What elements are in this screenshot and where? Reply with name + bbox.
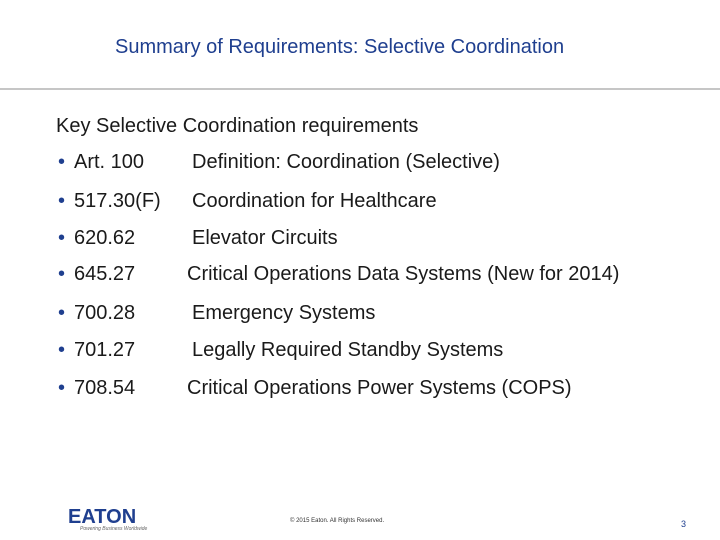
requirement-description: Critical Operations Data Systems (New for 2014) — [187, 263, 620, 285]
title-divider — [0, 88, 720, 90]
logo-tagline: Powering Business Worldwide — [80, 526, 148, 532]
requirement-description: Definition: Coordination (Selective) — [192, 151, 500, 173]
list-item — [58, 339, 718, 365]
list-item — [58, 151, 718, 177]
bullet-icon: • — [58, 302, 66, 324]
bullet-icon: • — [58, 190, 66, 212]
list-item — [58, 377, 718, 403]
logo-wordmark: EATON — [68, 506, 137, 527]
requirement-code: 700.28 — [74, 302, 136, 324]
bullet-icon: • — [58, 263, 66, 285]
requirement-description: Legally Required Standby Systems — [192, 339, 504, 361]
requirement-code: 645.27 — [74, 263, 136, 285]
list-item — [58, 227, 718, 253]
requirement-code: Art. 100 — [74, 151, 145, 173]
requirement-code: 708.54 — [74, 377, 136, 399]
bullet-icon: • — [58, 377, 66, 399]
copyright-notice: © 2015 Eaton. All Rights Reserved. — [290, 518, 385, 524]
list-item — [58, 302, 718, 328]
list-item — [58, 263, 718, 289]
bullet-icon: • — [58, 339, 66, 361]
bullet-icon: • — [58, 151, 66, 173]
requirement-description: Emergency Systems — [192, 302, 376, 324]
page-number: 3 — [681, 519, 687, 529]
bullet-icon: • — [58, 227, 66, 249]
eaton-logo — [68, 505, 150, 535]
requirement-code: 517.30(F) — [74, 190, 161, 212]
requirement-description: Critical Operations Power Systems (COPS) — [187, 377, 572, 399]
slide-title: Summary of Requirements: Selective Coordination — [115, 36, 565, 58]
section-heading: Key Selective Coordination requirements — [56, 115, 419, 137]
list-item — [58, 190, 718, 216]
requirement-description: Coordination for Healthcare — [192, 190, 437, 212]
eaton-logo-mark — [68, 505, 150, 527]
requirement-description: Elevator Circuits — [192, 227, 338, 249]
requirement-code: 701.27 — [74, 339, 136, 361]
requirement-code: 620.62 — [74, 227, 136, 249]
